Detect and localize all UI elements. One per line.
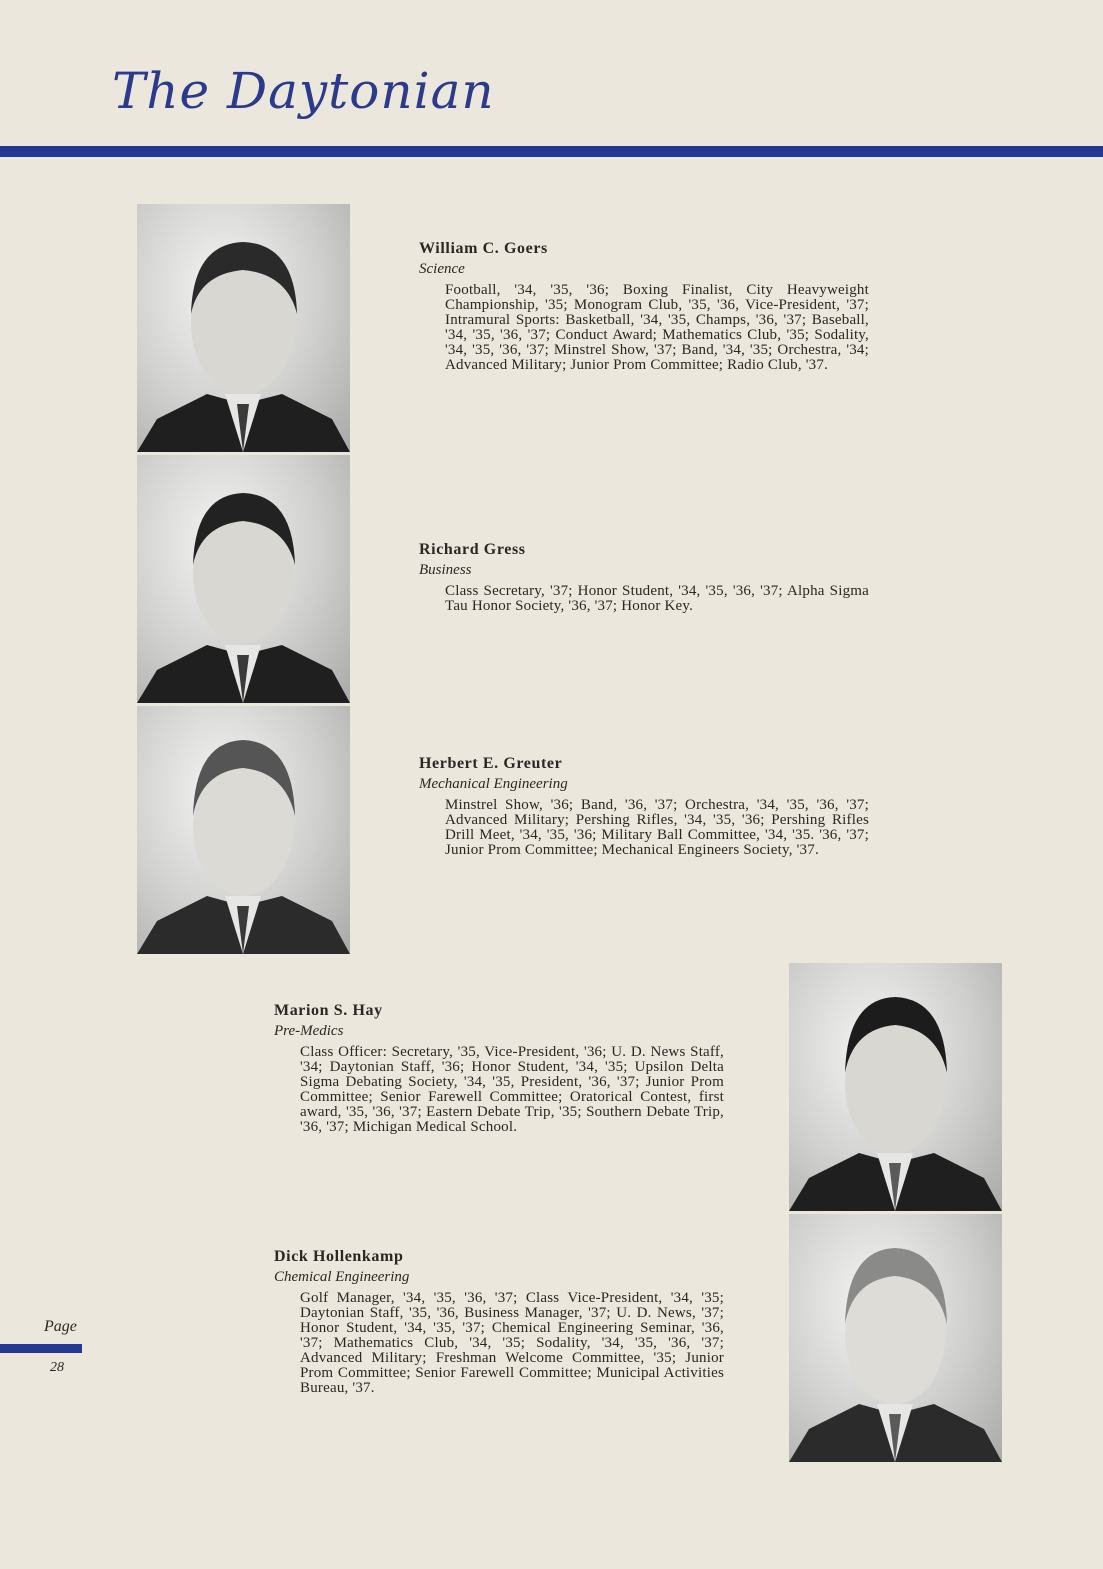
bio-text: Class Secretary, '37; Honor Student, '34, '35, '36, '37; Alpha Sigma Tau Honor Society, '36, '37; Honor Key. xyxy=(445,583,869,614)
bio-department: Mechanical Engineering xyxy=(419,776,568,792)
bio-name: Marion S. Hay xyxy=(274,1002,383,1019)
bio-text: Football, '34, '35, '36; Boxing Finalist, City Heavyweight Championship, '35; Monogram Club, '35, '36, Vice-President, '37; Intramural Sports: Basketball, '34, '35, Champs, '36, '37; Baseball, '34, '35, '36, '37; Conduct Award; Mathematics Club, '35; Sodality, '34, '35, '36, '37; Minstrel Show, '37; Band, '34, '35; Orchestra, '34; Advanced Military; Junior Prom Committee; Radio Club, '37. xyxy=(445,282,869,373)
bio-goers xyxy=(419,240,869,373)
bio-department: Science xyxy=(419,261,465,277)
bio-name: Herbert E. Greuter xyxy=(419,755,563,772)
page-label: Page xyxy=(44,1318,77,1335)
page-number: 28 xyxy=(50,1360,64,1375)
bio-department: Business xyxy=(419,562,472,578)
bio-text: Minstrel Show, '36; Band, '36, '37; Orchestra, '34, '35, '36, '37; Advanced Military; Pershing Rifles, '34, '35, '36; Pershing Rifles Drill Meet, '34, '35, '36; Military Ball Committee, '34, '35. '36, '37; Junior Prom Committee; Mechanical Engineers Society, '37. xyxy=(445,797,869,858)
bio-name: William C. Goers xyxy=(419,240,548,257)
bio-department: Pre-Medics xyxy=(274,1023,344,1039)
page-title: The Daytonian xyxy=(112,62,495,120)
bio-text: Class Officer: Secretary, '35, Vice-President, '36; U. D. News Staff, '34; Daytonian Staff, '36; Honor Student, '34, '35; Upsilon Delta Sigma Debating Society, '34, '35, President, '36, '37; Junior Prom Committee; Senior Farewell Committee; Oratorical Contest, first award, '35, '36, '37; Eastern Debate Trip, '35; Southern Debate Trip, '36, '37; Michigan Medical School. xyxy=(300,1044,724,1135)
portrait-hollenkamp xyxy=(789,1214,1002,1462)
bio-greuter xyxy=(419,755,869,858)
portrait-gress xyxy=(137,455,350,703)
bio-department: Chemical Engineering xyxy=(274,1269,410,1285)
page-marker-bar xyxy=(0,1344,82,1353)
bio-hay xyxy=(274,1002,724,1135)
bio-gress xyxy=(419,541,869,614)
portrait-greuter xyxy=(137,706,350,954)
portrait-hay xyxy=(789,963,1002,1211)
bio-hollenkamp xyxy=(274,1248,724,1396)
bio-text: Golf Manager, '34, '35, '36, '37; Class Vice-President, '34, '35; Daytonian Staff, '35, '36, Business Manager, '37; U. D. News, '37; Honor Student, '34, '35, '37; Chemical Engineering Seminar, '36, '37; Mathematics Club, '34, '35; Sodality, '34, '35, '36, '37; Advanced Military; Freshman Welcome Committee, '35; Junior Prom Committee; Senior Farewell Committee; Municipal Activities Bureau, '37. xyxy=(300,1290,724,1396)
bio-name: Richard Gress xyxy=(419,541,526,558)
header-rule xyxy=(0,146,1103,157)
portrait-goers xyxy=(137,204,350,452)
bio-name: Dick Hollenkamp xyxy=(274,1248,404,1265)
